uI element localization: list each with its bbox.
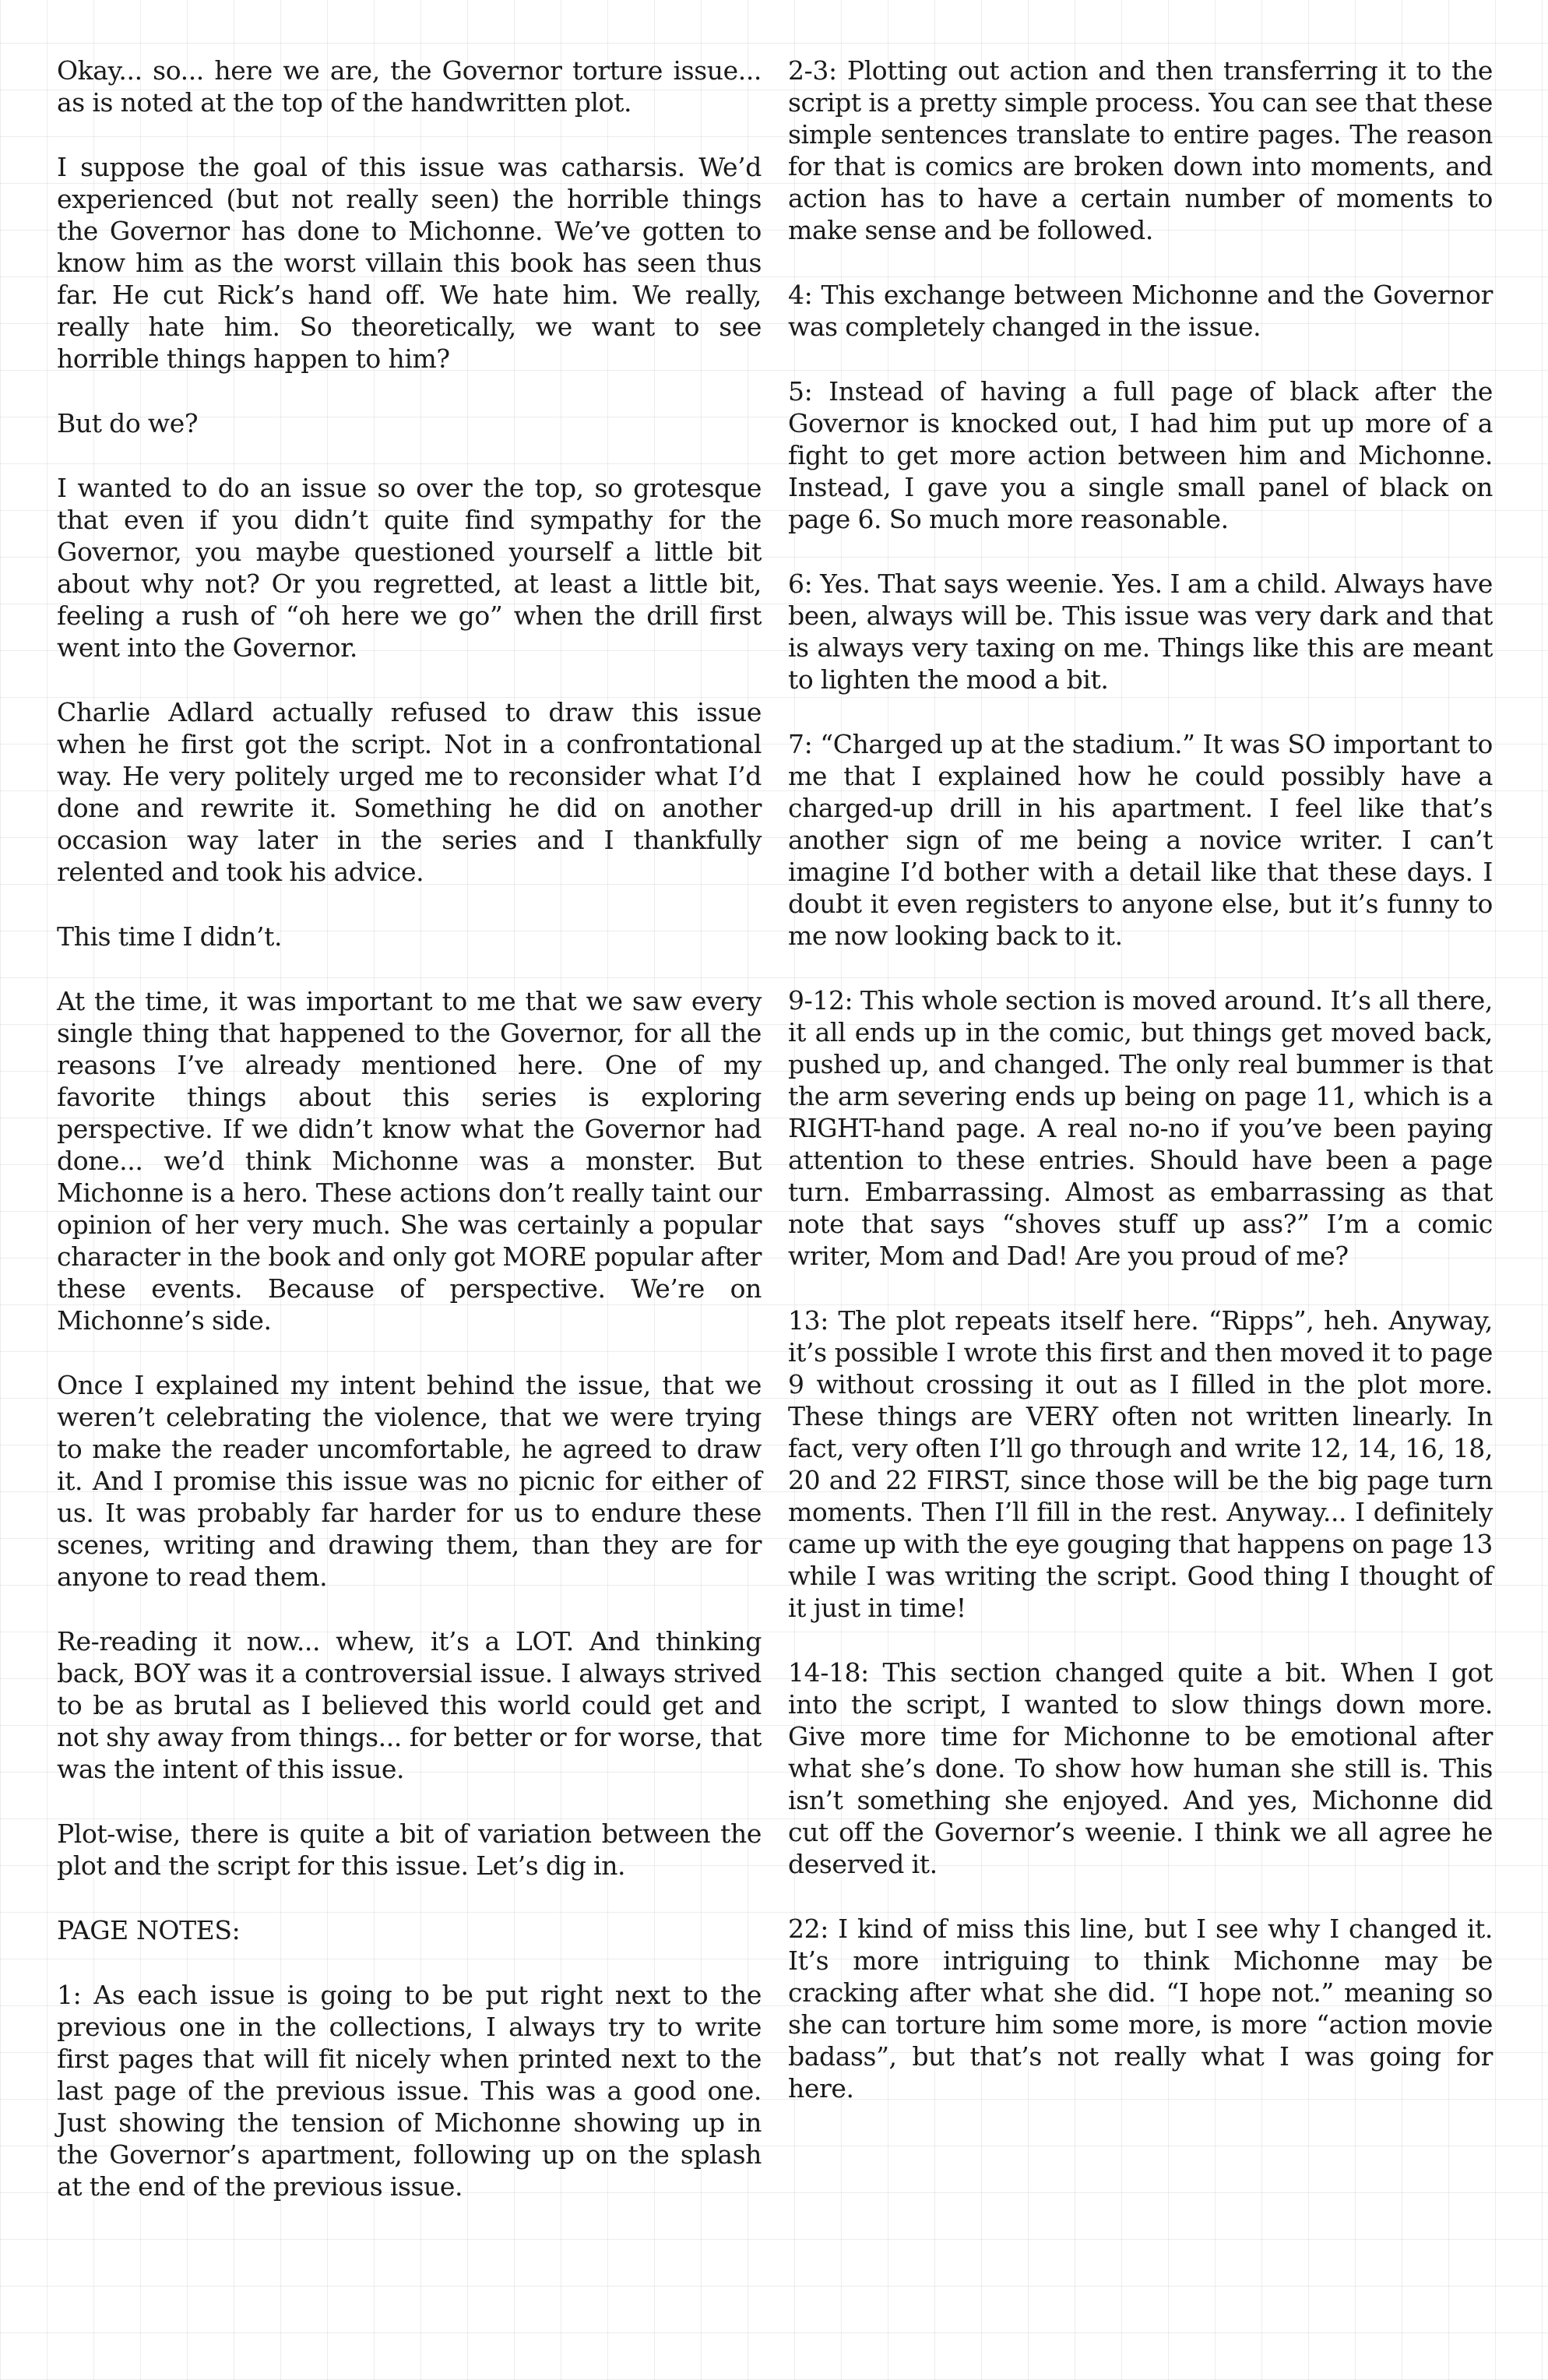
page-note-6: 6: Yes. That says weenie. Yes. I am a child. Always have been, always will be. This issue was very dark and that is always very taxing on me. Things like this are meant to lighten the mood a bit. [788, 569, 1493, 695]
page-note-2-3: 2-3: Plotting out action and then transferring it to the script is a pretty simple process. You can see that these simple sentences translate to entire pages. The reason for that is comics are broken down into moments, and action has to have a certain number of moments to make sense and be followed. [788, 55, 1493, 245]
rereading-paragraph: Re-reading it now... whew, it’s a LOT. And thinking back, BOY was it a controversial issue. I always strived to be as brutal as I believed this world could get and not shy away from things... for better or for worse, that was the intent of this issue. [57, 1626, 762, 1784]
page-note-22: 22: I kind of miss this line, but I see why I changed it. It’s more intriguing to think Michonne may be cracking after what she did. “I hope not.” meaning so she can torture him some more, is more “action movie badass”, but that’s not really what I was going for here. [788, 1914, 1493, 2104]
page-notes-heading: PAGE NOTES: [57, 1915, 241, 1945]
page-note-9-12: 9-12: This whole section is moved around. It’s all there, it all ends up in the comic, but things get moved back, pushed up, and changed. The only real bummer is that the arm severing ends up being on page 11, which is a RIGHT-hand page. A real no-no if you’ve been paying attention to these entries. Should have been a page turn. Embarrassing. Almost as embarrassing as that note that says “shoves stuff up ass?” I’m a comic writer, Mom and Dad! Are you proud of me? [788, 985, 1493, 1271]
page-note-14-18: 14-18: This section changed quite a bit. When I got into the script, I wanted to slow things down more. Give more time for Michonne to be emotional after what she’s done. To show how human she still is. This isn’t something she enjoyed. And yes, Michonne did cut off the Governor’s weenie. I think we all agree he deserved it. [788, 1657, 1493, 1879]
perspective-paragraph: At the time, it was important to me that we saw every single thing that happened to the Governor, for all the reasons I’ve already mentioned here. One of my favorite things about this series is exploring perspective. If we didn’t know what the Governor had done... we’d think Michonne was a monster. But Michonne is a hero. These actions don’t really taint our opinion of her very much. She was certainly a popular character in the book and only got MORE popular after these events. Because of perspective. We’re on Michonne’s side. [57, 986, 762, 1336]
page-note-13: 13: The plot repeats itself here. “Ripps”, heh. Anyway, it’s possible I wrote this first and then moved it to page 9 without crossing it out as I filled in the plot more. These things are VERY often not written linearly. In fact, very often I’ll go through and write 12, 14, 16, 18, 20 and 22 FIRST, since those will be the big page turn moments. Then I’ll fill in the rest. Anyway... I definitely came up with the eye gouging that happens on page 13 while I was writing the script. Good thing I thought of it just in time! [788, 1305, 1493, 1623]
charlie-adlard-paragraph: Charlie Adlard actually refused to draw this issue when he first got the script. Not in a confrontational way. He very politely urged me to reconsider what I’d done and rewrite it. Something he did on another occasion way later in the series and I thankfully relented and took his advice. [57, 697, 762, 887]
page-note-5: 5: Instead of having a full page of black after the Governor is knocked out, I had him put up more of a fight to get more action between him and Michonne. Instead, I gave you a single small panel of black on page 6. So much more reasonable. [788, 376, 1493, 534]
this-time-paragraph: This time I didn’t. [57, 921, 283, 952]
catharsis-paragraph: I suppose the goal of this issue was catharsis. We’d experienced (but not really seen) the horrible things the Governor has done to Michonne. We’ve gotten to know him as the worst villain this book has seen thus far. He cut Rick’s hand off. We hate him. We really, really hate him. So theoretically, we want to see horrible things happen to him? [57, 152, 762, 374]
intent-paragraph: Once I explained my intent behind the issue, that we weren’t celebrating the violence, that we were trying to make the reader uncomfortable, he agreed to draw it. And I promise this issue was no picnic for either of us. It was probably far harder for us to endure these scenes, writing and drawing them, than they are for anyone to read them. [57, 1370, 762, 1592]
right-column [788, 55, 1493, 2137]
intro-paragraph: Okay... so... here we are, the Governor torture issue... as is noted at the top of the handwritten plot. [57, 55, 762, 118]
but-do-we-paragraph: But do we? [57, 408, 199, 438]
page-note-4: 4: This exchange between Michonne and the Governor was completely changed in the issue. [788, 280, 1493, 342]
left-column [57, 55, 762, 2235]
page-note-7: 7: “Charged up at the stadium.” It was SO important to me that I explained how he could possibly have a charged-up drill in his apartment. I feel like that’s another sign of me being a novice writer. I can’t imagine I’d bother with a detail like that these days. I doubt it even registers to anyone else, but it’s funny to me now looking back to it. [788, 729, 1493, 951]
page-note-1: 1: As each issue is going to be put right next to the previous one in the collections, I always try to write first pages that will fit nicely when printed next to the last page of the previous issue. This was a good one. Just showing the tension of Michonne showing up in the Governor’s apartment, following up on the splash at the end of the previous issue. [57, 1980, 762, 2202]
plot-wise-paragraph: Plot-wise, there is quite a bit of variation between the plot and the script for this issue. Let’s dig in. [57, 1818, 762, 1881]
over-the-top-paragraph: I wanted to do an issue so over the top, so grotesque that even if you didn’t quite find sympathy for the Governor, you maybe questioned yourself a little bit about why not? Or you regretted, at least a little bit, feeling a rush of “oh here we go” when the drill first went into the Governor. [57, 473, 762, 663]
